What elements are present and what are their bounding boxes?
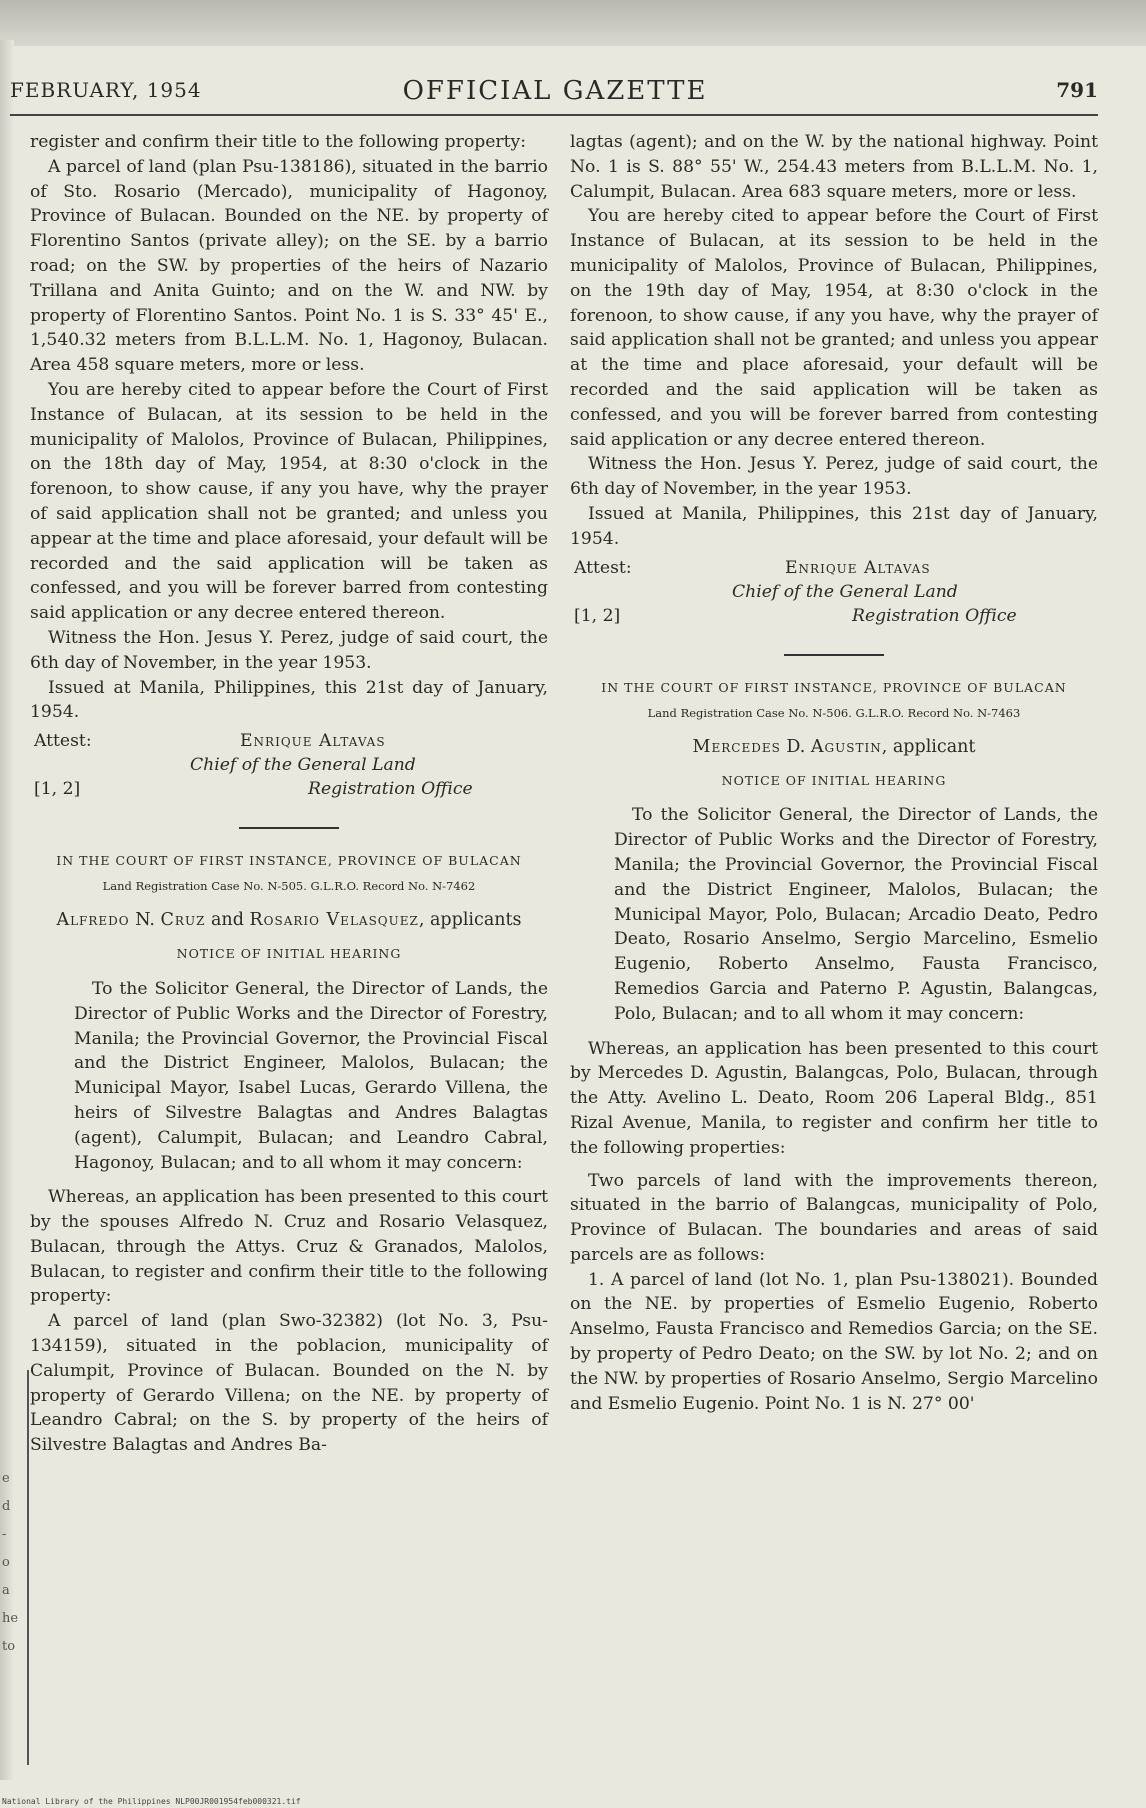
applicant-and: and: [205, 910, 250, 931]
parcel-1-description: 1. A parcel of land (lot No. 1, plan Psu-138021). Bounded on the NE. by properties of Esmelio Eugenio, Roberto Anselmo, Fausta Francisco and Remedios Garcia; on the SE. by property of Pedro Deato; on the SW. by lot No. 2; and on the NW. by properties of Rosario Anselmo, Sergio Marcelino and Esmelio Eugenio. Point No. 1 is N. 27° 00': [570, 1269, 1098, 1414]
court-heading: IN THE COURT OF FIRST INSTANCE, PROVINCE OF BULACAN: [601, 679, 1067, 695]
notice-heading: NOTICE OF INITIAL HEARING: [721, 772, 947, 788]
case-number: Land Registration Case No. N-506. G.L.R.O. Record No. N-7463: [647, 705, 1021, 720]
notice-heading: NOTICE OF INITIAL HEARING: [176, 946, 402, 962]
witness-paragraph: Witness the Hon. Jesus Y. Perez, judge of said court, the 6th day of November, in the year 1953.: [570, 454, 1098, 500]
page-header: [10, 72, 1100, 112]
addressees: To the Solicitor General, the Director of Lands, the Director of Public Works and the Director of Forestry, Manila; the Provincial Governor, the Provincial Fiscal and the District Engineer, Malolos, Bulacan; the Municipal Mayor, Polo, Bulacan; Arcadio Deato, Pedro Deato, Rosario Anselmo, Sergio Marcelino, Esmelio Eugenio, Roberto Anselmo, Fausta Francisco, Remedios Garcia and Paterno P. Agustin, Balangcas, Polo, Bulacan; and to all whom it may concern:: [614, 805, 1098, 1024]
property-continuation: lagtas (agent); and on the W. by the national highway. Point No. 1 is S. 88° 55' W., 254.43 meters from B.L.L.M. No. 1, Calumpit, Bulacan. Area 683 square meters, more or less.: [570, 132, 1098, 202]
whereas-paragraph: Whereas, an application has been presented to this court by the spouses Alfredo N. Cruz and Rosario Velasquez, Bulacan, through the Attys. Cruz & Granados, Malolos, Bulacan, to register and confirm their title to the following property:: [30, 1187, 548, 1307]
header-date: FEBRUARY, 1954: [10, 78, 202, 102]
signatory-title-line1: Chief of the General Land: [732, 581, 958, 602]
prev-property: A parcel of land (plan Psu-138186), situated in the barrio of Sto. Rosario (Mercado), municipality of Hagonoy, Province of Bulacan. Bounded on the NE. by property of Florentino Santos (private alley); on the SE. by a barrio road; on the SW. by properties of the heirs of Nazario Trillana and Anita Guinto; and on the W. and NW. by property of Florentino Santos. Point No. 1 is S. 33° 45' E., 1,540.32 meters from B.L.L.M. No. 1, Hagonoy, Bulacan. Area 458 square meters, more or less.: [30, 156, 548, 376]
section-separator: [784, 654, 884, 656]
applicant-surname: Agustin: [810, 736, 882, 757]
applicant-initial: N.: [129, 910, 161, 931]
citation-paragraph: You are hereby cited to appear before the Court of First Instance of Bulacan, at its session to be held in the municipality of Malolos, Province of Bulacan, Philippines, on the 19th day of May, 1954, at 8:30 o'clock in the forenoon, to show cause, if any you have, why the prayer of said application shall not be granted; and unless you appear at the time and place aforesaid, your default will be recorded and the said application will be taken as confessed, and you will be forever barred from contesting said application or any decree entered thereon.: [570, 206, 1098, 450]
margin-fragment: o: [2, 1555, 10, 1570]
margin-fragment: -: [2, 1527, 7, 1542]
gazette-page: [10, 50, 1100, 1768]
margin-fragment: e: [2, 1471, 10, 1486]
applicants-suffix: , applicants: [418, 910, 522, 931]
issue-ref: [1, 2]: [574, 605, 621, 626]
addressees: To the Solicitor General, the Director of Lands, the Director of Public Works and the Director of Forestry, Manila; the Provincial Governor, the Provincial Fiscal and the District Engineer, Malolos, Bulacan; the Municipal Mayor, Isabel Lucas, Gerardo Villena, the heirs of Silvestre Balagtas and Andres Balagtas (agent), Calumpit, Bulacan; and Leandro Cabral, Hagonoy, Bulacan; and to all whom it may concern:: [74, 978, 548, 1173]
right-column: [570, 130, 1098, 1416]
applicant-initial: D.: [780, 736, 811, 757]
property-description: A parcel of land (plan Swo-32382) (lot No. 3, Psu-134159), situated in the poblacion, municipality of Calumpit, Province of Bulacan. Bounded on the N. by property of Gerardo Villena; on the NE. by property of Leandro Cabral; on the S. by property of the heirs of Silvestre Balagtas and Andres Ba-: [30, 1311, 548, 1456]
prev-citation: You are hereby cited to appear before the Court of First Instance of Bulacan, at its session to be held in the municipality of Malolos, Province of Bulacan, Philippines, on the 18th day of May, 1954, at 8:30 o'clock in the forenoon, to show cause, if any you have, why the prayer of said application shall not be granted; and unless you appear at the time and place aforesaid, your default will be recorded and the said application will be taken as confessed, and you will be forever barred from contesting said application or any decree entered thereon.: [30, 379, 548, 624]
signatory-title-line2: Registration Office: [852, 605, 1017, 626]
scan-footer: National Library of the Philippines NLP00JR001954feb000321.tif: [2, 1797, 301, 1806]
margin-fragment: a: [2, 1583, 10, 1598]
applicant-second: Rosario Velasquez: [249, 910, 419, 931]
prev-issued: Issued at Manila, Philippines, this 21st day of January, 1954.: [30, 677, 548, 723]
applicant-surname: Cruz: [160, 910, 206, 931]
signature-block: [570, 556, 1098, 634]
prev-signature: [30, 729, 548, 807]
applicant-first-name: Alfredo: [56, 910, 130, 931]
prev-intro: register and confirm their title to the following property:: [30, 132, 526, 152]
issued-paragraph: Issued at Manila, Philippines, this 21st day of January, 1954.: [570, 503, 1098, 549]
prev-witness: Witness the Hon. Jesus Y. Perez, judge of said court, the 6th day of November, in the year 1953.: [30, 627, 548, 673]
attest-label: Attest:: [574, 557, 632, 578]
margin-fragment: d: [2, 1499, 11, 1514]
parcels-paragraph: Two parcels of land with the improvements thereon, situated in the barrio of Balangcas, municipality of Polo, Province of Bulacan. The boundaries and areas of said parcels are as follows:: [570, 1170, 1098, 1265]
applicant-first-name: Mercedes: [692, 736, 781, 757]
margin-fragment: he: [2, 1611, 19, 1626]
applicants-line: [30, 908, 548, 932]
case-number: Land Registration Case No. N-505. G.L.R.O. Record No. N-7462: [102, 879, 476, 894]
section-separator: [239, 827, 339, 829]
signatory-name: Enrique Altavas: [785, 557, 931, 578]
margin-fragment: to: [2, 1639, 16, 1654]
header-title: OFFICIAL GAZETTE: [402, 76, 708, 106]
signatory-title-line1: Chief of the General Land: [190, 755, 416, 776]
header-rule: [10, 114, 1098, 116]
scan-top-band: [0, 0, 1146, 46]
attest-label: Attest:: [34, 731, 92, 752]
signatory-name: Enrique Altavas: [240, 731, 386, 752]
applicant-suffix: , applicant: [881, 736, 976, 757]
whereas-paragraph: Whereas, an application has been presented to this court by Mercedes D. Agustin, Balangcas, Polo, Bulacan, through the Atty. Avelino L. Deato, Room 206 Laperal Bldg., 851 Rizal Avenue, Manila, to register and confirm her title to the following properties:: [570, 1038, 1098, 1158]
left-column: [30, 130, 548, 1458]
signatory-title-line2: Registration Office: [308, 779, 473, 800]
issue-ref: [1, 2]: [34, 779, 81, 800]
court-heading: IN THE COURT OF FIRST INSTANCE, PROVINCE OF BULACAN: [56, 853, 522, 869]
page-number: 791: [1056, 78, 1098, 102]
applicant-line: [570, 735, 1098, 759]
